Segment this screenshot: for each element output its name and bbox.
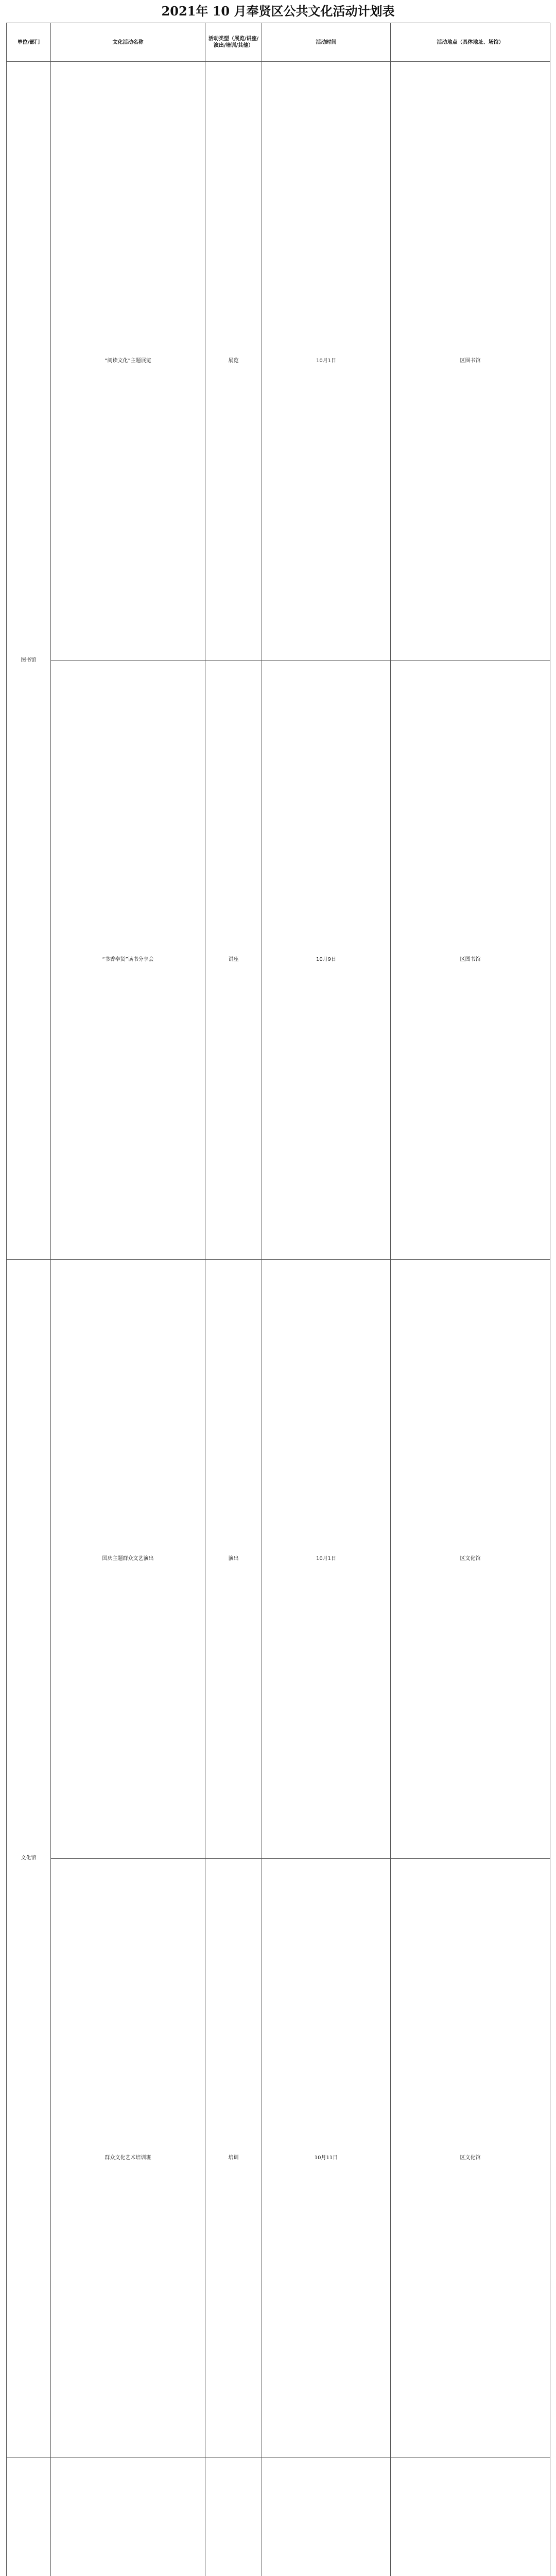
document-title: 2021年 10 月奉贤区公共文化活动计划表 [161, 4, 395, 19]
cell-name: “阅读文化”主题展览 [51, 62, 205, 661]
header-time: 活动时间 [262, 23, 391, 62]
cell-type: 讲座 [205, 660, 262, 1260]
cell-place: 区图书馆 [391, 62, 550, 661]
header-type: 活动类型（展览/讲座/演出/培训/其他） [205, 23, 262, 62]
cell-unit: 文化馆 [7, 1260, 51, 2458]
table-row [7, 62, 550, 661]
cell-name: 群众文化艺术培训班 [51, 1858, 205, 2458]
cell-name: 国庆主题群众文艺演出 [51, 1260, 205, 1859]
activity-plan-table [6, 23, 550, 2576]
cell-time [262, 2458, 391, 2576]
cell-time: 10月11日 [262, 1858, 391, 2458]
cell-time: 10月1日 [262, 1260, 391, 1859]
cell-time: 10月9日 [262, 660, 391, 1260]
cell-place [391, 2458, 550, 2576]
table-row [7, 1858, 550, 2458]
table-row [7, 660, 550, 1260]
table-row [7, 1260, 550, 1859]
cell-type: 培训 [205, 1858, 262, 2458]
header-place: 活动地点（具体地址、场馆） [391, 23, 550, 62]
cell-type: 展览 [205, 62, 262, 661]
cell-time: 10月1日 [262, 62, 391, 661]
cell-type: 演出 [205, 1260, 262, 1859]
header-name: 文化活动名称 [51, 23, 205, 62]
header-unit: 单位/部门 [7, 23, 51, 62]
cell-name: “书香奉贤”读书分享会 [51, 660, 205, 1260]
table-row [7, 2458, 550, 2576]
cell-type [205, 2458, 262, 2576]
cell-place: 区图书馆 [391, 660, 550, 1260]
cell-unit: 图书馆 [7, 62, 51, 1260]
table-body [7, 62, 550, 2576]
cell-place: 区文化馆 [391, 1260, 550, 1859]
cell-name [51, 2458, 205, 2576]
header-row [7, 23, 550, 62]
cell-unit [7, 2458, 51, 2576]
cell-place: 区文化馆 [391, 1858, 550, 2458]
